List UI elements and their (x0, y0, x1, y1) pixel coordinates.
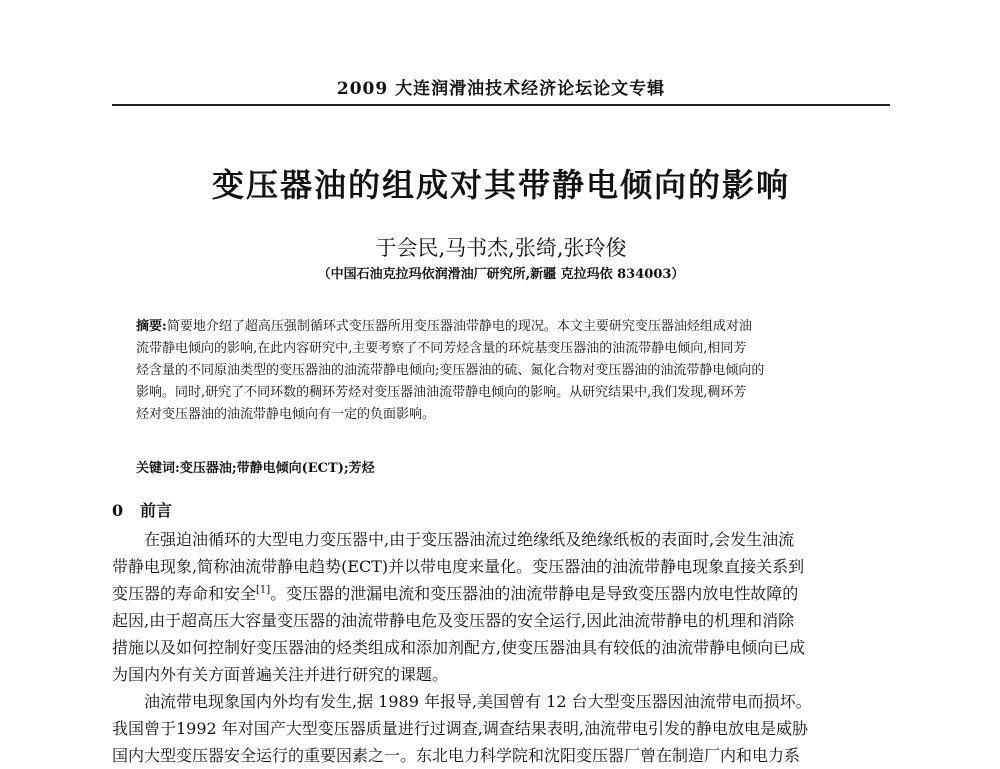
body-line-text: 。变压器的泄漏电流和变压器油的油流带静电是导致变压器内放电性故障的 (270, 584, 799, 603)
article-title: 变压器油的组成对其带静电倾向的影响 (211, 166, 790, 204)
abstract-label: 摘要: (136, 319, 167, 334)
body-line: 在强迫油循环的大型电力变压器中,由于变压器油流过绝缘纸及绝缘纸板的表面时,会发生油流 (144, 530, 795, 549)
abstract-line (136, 316, 864, 338)
abstract-line: 烃对变压器油的油流带静电倾向有一定的负面影响。 (136, 407, 436, 422)
section-number: 0 (112, 501, 124, 520)
body-line: 油流带电现象国内外均有发生,据 1989 年报导,美国曾有 12 台大型变压器因油流带电而损坏。 (144, 692, 812, 711)
keywords-text: 变压器油;带静电倾向(ECT);芳烃 (179, 461, 375, 476)
header-rule (112, 104, 890, 106)
body-line: 起因,由于超高压大容量变压器的油流带静电危及变压器的安全运行,因此油流带静电的机理和消除 (112, 611, 795, 630)
body-text (112, 526, 890, 769)
abstract-line: 流带静电倾向的影响,在此内容研究中,主要考察了不同芳烃含量的环烷基变压器油的油流带静电倾向,相同芳 (136, 341, 747, 356)
abstract-line: 影响。同时,研究了不同环数的稠环芳烃对变压器油油流带静电倾向的影响。从研究结果中,我们发现,稠环芳 (136, 385, 747, 400)
body-line: 措施以及如何控制好变压器油的烃类组成和添加剂配方,使变压器油具有较低的油流带静电倾向已成 (112, 638, 806, 657)
keywords (136, 457, 864, 476)
running-head: 2009 大连润滑油技术经济论坛论文专辑 (336, 79, 666, 99)
author-list: 于会民,马书杰,张绮,张玲俊 (375, 236, 627, 260)
body-line: 为国内外有关方面普遍关注并进行研究的课题。 (112, 665, 449, 684)
abstract-line: 烃含量的不同原油类型的变压器油的油流带静电倾向;变压器油的硫、氮化合物对变压器油的油流带静电倾向的 (136, 363, 765, 378)
body-line: 带静电现象,简称油流带静电趋势(ECT)并以带电度来量化。变压器油的油流带静电现象直接关系到 (112, 557, 805, 576)
citation-ref: [1] (256, 584, 271, 596)
section-title: 前言 (140, 501, 173, 520)
body-line-text: 变压器的寿命和安全 (112, 584, 257, 603)
body-line (112, 580, 890, 607)
section-heading (112, 498, 172, 521)
body-line: 我国曾于1992 年对国产大型变压器质量进行过调查,调查结果表明,油流带电引发的静电放电是威胁 (112, 719, 808, 738)
abstract (136, 316, 864, 426)
affiliation: （中国石油克拉玛依润滑油厂研究所,新疆 克拉玛依 834003） (317, 267, 685, 282)
body-line: 国内大型变压器安全运行的重要因素之一。东北电力科学院和沈阳变压器厂曾在制造厂内和电力系 (112, 746, 801, 765)
abstract-text: 简要地介绍了超高压强制循环式变压器所用变压器油带静电的现况。本文主要研究变压器油烃组成对油 (166, 319, 752, 334)
keywords-label: 关键词: (136, 461, 180, 476)
